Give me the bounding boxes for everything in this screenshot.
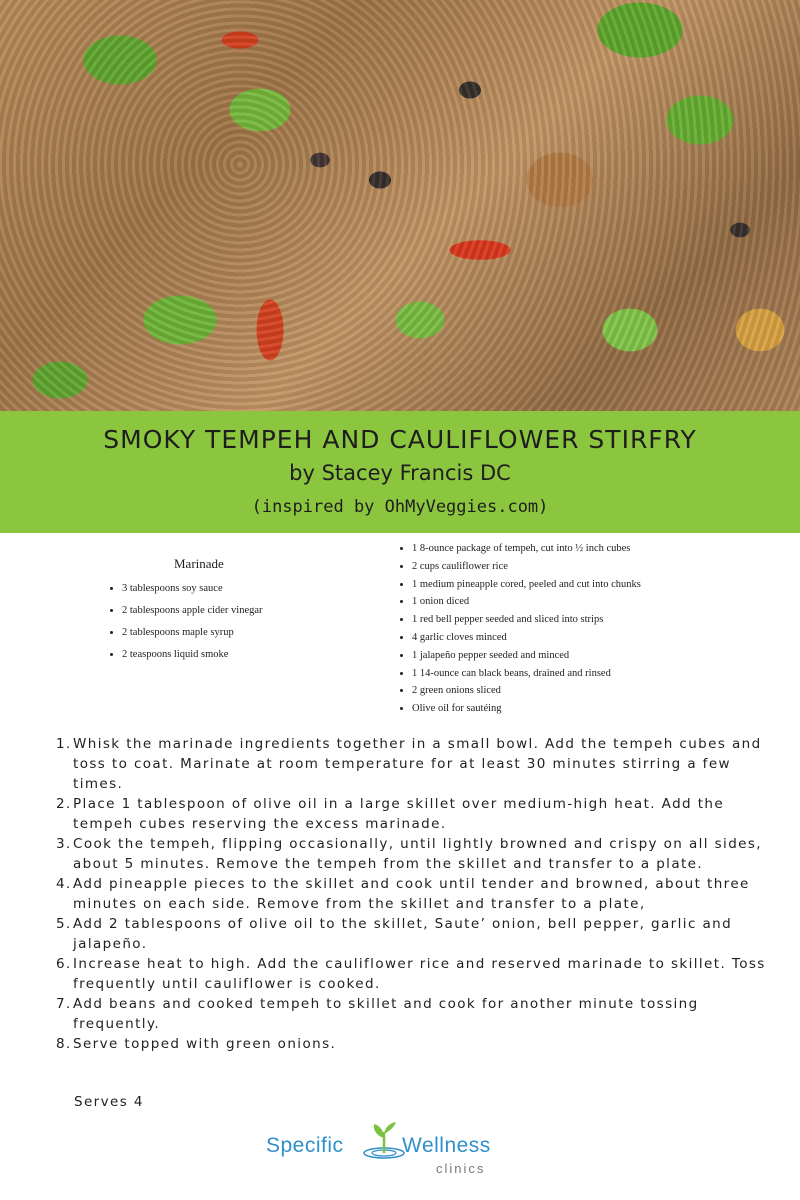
direction-step xyxy=(56,954,768,994)
step-text: Cook the tempeh, flipping occasionally, until lightly browned and crispy on all sides, about 5 minutes. Remove the tempeh from the skillet and transfer to a plate. xyxy=(73,836,762,872)
marinade-section xyxy=(108,556,408,666)
specific-wellness-logo xyxy=(262,1120,522,1182)
step-number: 3. xyxy=(56,836,72,852)
direction-step xyxy=(56,994,768,1034)
ingredient-item: • 2 green onions sliced xyxy=(412,682,798,700)
recipe-byline: by Stacey Francis DC xyxy=(289,461,511,485)
step-text: Whisk the marinade ingredients together in a small bowl. Add the tempeh cubes and toss to coat. Marinate at room temperature for at least 30 minutes stirring a few times. xyxy=(73,736,762,792)
direction-step xyxy=(56,834,768,874)
marinade-item: • 2 tablespoons apple cider vinegar xyxy=(122,600,408,622)
step-number: 7. xyxy=(56,996,72,1012)
ingredient-item: • 1 14-ounce can black beans, drained and rinsed xyxy=(412,665,798,683)
step-text: Place 1 tablespoon of olive oil in a large skillet over medium-high heat. Add the tempeh cubes reserving the excess marinade. xyxy=(73,796,725,832)
marinade-item: • 2 tablespoons maple syrup xyxy=(122,622,408,644)
marinade-item: • 2 teaspoons liquid smoke xyxy=(122,644,408,666)
sprout-icon xyxy=(362,1120,406,1160)
direction-step xyxy=(56,914,768,954)
stirfry-photo xyxy=(0,0,800,411)
ingredient-item: • 1 red bell pepper seeded and sliced into strips xyxy=(412,611,798,629)
step-number: 2. xyxy=(56,796,72,812)
marinade-item: • 3 tablespoons soy sauce xyxy=(122,578,408,600)
ingredient-item: • 4 garlic cloves minced xyxy=(412,629,798,647)
step-number: 4. xyxy=(56,876,72,892)
step-number: 1. xyxy=(56,736,72,752)
ingredient-item: • Olive oil for sautéing xyxy=(412,700,798,718)
recipe-title: SMOKY TEMPEH AND CAULIFLOWER STIRFRY xyxy=(103,425,697,454)
ingredients-list xyxy=(398,540,798,718)
step-number: 6. xyxy=(56,956,72,972)
logo-word-clinics: clinics xyxy=(436,1161,486,1176)
ingredients-section xyxy=(398,540,798,718)
step-number: 5. xyxy=(56,916,72,932)
title-band xyxy=(0,411,800,533)
recipe-inspired-by: (inspired by OhMyVeggies.com) xyxy=(251,497,549,517)
marinade-list xyxy=(108,578,408,666)
direction-step xyxy=(56,794,768,834)
serves-count: Serves 4 xyxy=(74,1094,144,1110)
ingredient-item: • 1 jalapeño pepper seeded and minced xyxy=(412,647,798,665)
direction-step xyxy=(56,1034,768,1054)
directions-list xyxy=(56,734,768,1054)
ingredient-item: • 1 onion diced xyxy=(412,593,798,611)
direction-step xyxy=(56,734,768,794)
step-text: Add beans and cooked tempeh to skillet and cook for another minute tossing frequently. xyxy=(73,996,699,1032)
step-text: Add 2 tablespoons of olive oil to the skillet, Saute’ onion, bell pepper, garlic and jalapeño. xyxy=(73,916,733,952)
direction-step xyxy=(56,874,768,914)
logo-word-wellness: Wellness xyxy=(402,1134,491,1157)
step-number: 8. xyxy=(56,1036,72,1052)
ingredient-item: • 1 8-ounce package of tempeh, cut into ½ inch cubes xyxy=(412,540,798,558)
step-text: Serve topped with green onions. xyxy=(73,1036,337,1052)
step-text: Increase heat to high. Add the cauliflower rice and reserved marinade to skillet. Toss frequently until cauliflower is cooked. xyxy=(73,956,766,992)
step-text: Add pineapple pieces to the skillet and cook until tender and browned, about three minutes on each side. Remove from the skillet and transfer to a plate, xyxy=(73,876,750,912)
ingredient-item: • 1 medium pineapple cored, peeled and cut into chunks xyxy=(412,576,798,594)
logo-word-specific: Specific xyxy=(266,1134,344,1157)
ingredient-item: • 2 cups cauliflower rice xyxy=(412,558,798,576)
marinade-heading: Marinade xyxy=(174,556,224,571)
